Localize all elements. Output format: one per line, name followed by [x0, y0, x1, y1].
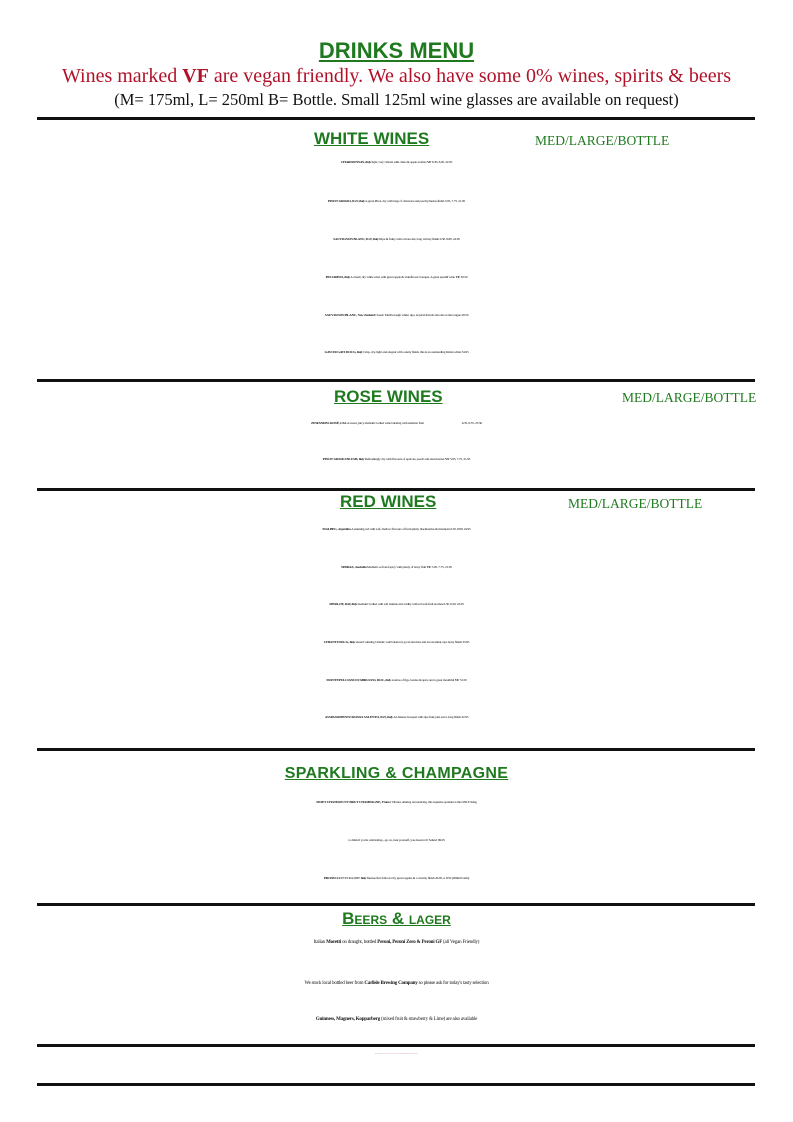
beer-line-1: [0, 940, 793, 945]
wine-name: MALBEC,: [322, 527, 338, 531]
wine-name: CHIANTI DOCG,: [323, 640, 349, 644]
red-wines-heading: RED WINES: [340, 492, 437, 511]
wine-description: A classic dry white wine with green apple & elderflower bouquet. A great aperitif wine: [349, 275, 456, 279]
rose-wine-item: [0, 421, 793, 425]
moet-line-1: [0, 800, 793, 804]
beer-brand: Peroni, Peroni Zero & Peroni GF: [377, 940, 443, 945]
beer-text: on draught, bottled: [341, 940, 378, 945]
red-wines-price-label: MED/LARGE/BOTTLE: [568, 496, 703, 511]
wine-country: Italy: [365, 160, 371, 164]
wine-price: 5.95, 7.75, 21.95: [430, 565, 452, 569]
wine-name: SAUVIGNON BLANC,: [324, 313, 357, 317]
white-wines-heading: WHITE WINES: [314, 129, 430, 148]
beer-brand: Guinness, Magners, Kopparberg: [315, 1017, 381, 1022]
red-wine-item: [0, 678, 793, 682]
beer-line-3: [0, 1017, 793, 1022]
moet-line-2: to drink if you're celebrating....go on, treat yourself, you deserve it! Salute! 69.95: [348, 838, 445, 842]
vegan-flag: VF: [455, 275, 460, 279]
divider: [37, 748, 755, 751]
wine-country: Italy: [356, 350, 363, 354]
wine-country: New Zealand: [357, 313, 375, 317]
wine-country: Italy: [349, 640, 356, 644]
prosecco-desc: Intense fizz followed by green apples & a creamy finish 26.95 or 8.50 (200ml bottle): [366, 876, 470, 880]
wine-name: CHARDONNAY,: [340, 160, 365, 164]
wine-description: medium bodied with soft tannins and acidity with red soft-fruit aromas 6.30, 8.20, 22.95: [357, 602, 464, 606]
wine-description: light, very vibrant with citrus & apple aromas: [370, 160, 427, 164]
beer-text: (all Vegan Friendly): [442, 940, 480, 945]
wine-country: USA: [340, 421, 347, 425]
vegan-flag: VF: [454, 678, 460, 682]
divider: [37, 379, 755, 382]
divider: [37, 1044, 755, 1047]
wine-description: Medium, soft and spicy with plenty of berry fruit: [366, 565, 427, 569]
please-note-text: We reserve the right to alter the above wine variants without prior notice when necessary.: [382, 1054, 418, 1055]
sizes-note: (M= 175ml, L= 250ml B= Bottle. Small 125ml wine glasses are available on request): [114, 90, 679, 109]
wine-description: A great Pinot, dry with bags of character and peachy/melon finish 5.95, 7.75, 21.95: [364, 199, 466, 203]
red-wine-item: [0, 565, 793, 569]
rose-wines-heading: ROSE WINES: [334, 387, 443, 406]
wine-description: Classic Marlborough white; ripe, tropical fruit & smooth on the tongue 29.50: [374, 313, 469, 317]
divider: [37, 117, 755, 120]
wine-description: A sweet, juicy medium bodied wine bursting with summer fruit: [346, 421, 424, 425]
wine-name: ZINFANDEL ROSÉ,: [311, 421, 340, 425]
vegan-flag: VF: [426, 160, 432, 164]
prosecco-line: [0, 876, 793, 880]
sparkling-heading: SPARKLING & CHAMPAGNE: [284, 765, 509, 782]
wine-price: 30.50: [459, 275, 468, 279]
moet-country: France: [381, 800, 391, 804]
wine-country: Italy: [372, 237, 379, 241]
wine-country: Italy: [385, 678, 391, 682]
wine-description: A stunning red with soft, mellow flavours of fresh plum, blackberries & marzipan 6.50, 8.80, 24.95: [350, 527, 471, 531]
beer-line-2: [0, 981, 793, 986]
wine-name: PECORINO,: [325, 275, 344, 279]
beer-brand: Carlisle Brewing Company: [364, 981, 418, 986]
wine-price: 6.30, 8.20, 22.95: [431, 160, 453, 164]
rose-wine-item: [0, 457, 793, 461]
prosecco-name: PROSECCO: [323, 876, 342, 880]
beer-brand: Moretti: [326, 940, 342, 945]
wine-name: PINOT GRIGIO BLUSH,: [322, 457, 358, 461]
white-wine-item: [0, 350, 793, 354]
wine-name: ASSPASSIMENTO ROSSO SALENTO, IGT,: [324, 715, 387, 719]
beer-text: We stock local bottled beer from: [304, 981, 365, 986]
divider: [37, 1083, 755, 1086]
white-wine-item: [0, 199, 793, 203]
moet-name: MOET CHANDON NV BRUT CHAMPAGNE,: [316, 800, 381, 804]
menu-title: DRINKS MENU: [318, 38, 475, 63]
white-wine-item: [0, 313, 793, 317]
wine-country: Italy: [344, 275, 350, 279]
wine-country: Italy: [358, 457, 365, 461]
vegan-note-pre: Wines marked: [61, 65, 183, 87]
wine-description: Refreshingly dry with flavours of apricots, peach and strawberries: [364, 457, 446, 461]
beer-text: so please ask for today's tasty selection: [417, 981, 489, 986]
vegan-flag: VF: [426, 565, 431, 569]
please-note-label: PLEASE NOTE:: [375, 1054, 383, 1055]
wine-description: aromas of figs, berries & spice and a great mouthful: [390, 678, 455, 682]
divider: [37, 488, 755, 491]
wine-name: MONTEPULCIANO D'ABRUZZO, DOC,: [326, 678, 385, 682]
prosecco-country: Italy: [360, 876, 367, 880]
wine-description: Award winning Chianti; well balanced, good structure and an excellent, ripe berry finish 33.95: [355, 640, 470, 644]
wine-name: PINOT GRIGIO, IGT,: [327, 199, 359, 203]
prosecco-style: EXTRA DRY: [341, 876, 361, 880]
moet-desc-1: Vibrant, alluring and enticing, this supreme sparkler is the ONLY thing: [390, 800, 477, 804]
wine-name: SAUVIGNON BLANC, IGT,: [333, 237, 373, 241]
divider: [37, 903, 755, 906]
vegan-flag: VF: [445, 457, 450, 461]
wine-country: Argentina: [337, 527, 351, 531]
vegan-note-post: are vegan friendly. We also have some 0% wines, spirits & beers: [208, 65, 732, 87]
wine-country: Italy: [351, 602, 357, 606]
white-wines-price-label: MED/LARGE/BOTTLE: [535, 133, 670, 148]
wine-description: Crisp, dry, light and elegant with a nutty finish, this is an outstanding Italian white 34.95: [362, 350, 469, 354]
wine-price: 5.95, 7.75, 21.95: [449, 457, 471, 461]
beer-text: (mixed fruit & strawberry & Lime) are also available: [380, 1017, 478, 1022]
wine-price: 31.50: [459, 678, 467, 682]
white-wine-item: [0, 275, 793, 279]
red-wine-item: [0, 527, 793, 531]
red-wine-item: [0, 715, 793, 719]
white-wine-item: [0, 237, 793, 241]
vegan-note: [0, 65, 793, 88]
wine-country: Italy: [387, 715, 393, 719]
red-wine-item: [0, 640, 793, 644]
wine-country: Italy: [359, 199, 365, 203]
vegan-note-vf: VF: [182, 65, 209, 87]
beers-heading: Beers & lager: [342, 909, 451, 928]
wine-name: GAVI DI GAVI DOCG,: [324, 350, 357, 354]
wine-name: SHIRAZ,: [341, 565, 355, 569]
wine-description: An intense bouquet with ripe fruit, jam and a long finish 32.95: [392, 715, 469, 719]
wine-price: 6.35, 8.35, 23.50: [461, 421, 482, 425]
beer-text: Italian: [313, 940, 327, 945]
red-wine-item: [0, 602, 793, 606]
white-wine-item: [0, 160, 793, 164]
rose-wines-price-label: MED/LARGE/BOTTLE: [622, 390, 757, 405]
please-note: [0, 1054, 793, 1055]
wine-name: MERLOT, IGP,: [329, 602, 351, 606]
wine-description: Ripe & fruity with a more-ish, long velvety finish 6.50, 8.80, 24.95: [378, 237, 460, 241]
wine-country: Australia: [354, 565, 367, 569]
